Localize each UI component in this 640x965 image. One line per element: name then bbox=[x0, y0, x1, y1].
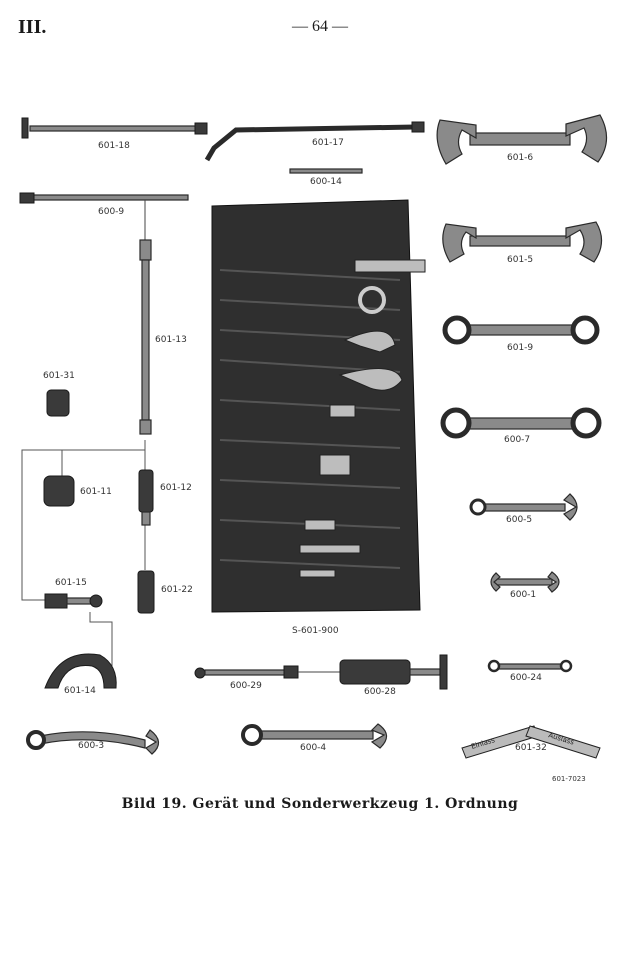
feeler-label-left: Einlass bbox=[470, 736, 496, 751]
label-601-9: 601-9 bbox=[507, 343, 534, 353]
tool-600-7 bbox=[443, 410, 599, 436]
label-600-7: 600-7 bbox=[504, 435, 531, 445]
label-600-9: 600-9 bbox=[98, 207, 125, 217]
tool-600-24 bbox=[489, 661, 571, 671]
label-601-32: 601-32 bbox=[515, 743, 547, 753]
label-601-13: 601-13 bbox=[155, 335, 187, 345]
label-601-31: 601-31 bbox=[43, 371, 75, 381]
label-601-18: 601-18 bbox=[98, 141, 130, 151]
figure-caption: Bild 19. Gerät und Sonderwerkzeug 1. Ordnung bbox=[121, 796, 519, 812]
label-601-17: 601-17 bbox=[312, 138, 344, 148]
tool-600-9 bbox=[20, 193, 188, 203]
figure-reference: 601-7023 bbox=[552, 775, 586, 783]
tool-601-13 bbox=[140, 200, 151, 434]
label-601-11: 601-11 bbox=[80, 487, 112, 497]
connector-line bbox=[22, 440, 145, 600]
label-601-12: 601-12 bbox=[160, 483, 192, 493]
label-600-24: 600-24 bbox=[510, 673, 542, 683]
tool-601-32 bbox=[462, 726, 600, 758]
label-601-6: 601-6 bbox=[507, 153, 534, 163]
tool-roll-s-601-900 bbox=[212, 200, 425, 612]
label-601-15: 601-15 bbox=[55, 578, 87, 588]
label-601-14: 601-14 bbox=[64, 686, 96, 696]
tool-600-28 bbox=[340, 655, 447, 689]
chapter-number: III. bbox=[18, 16, 47, 38]
tool-601-15 bbox=[45, 594, 102, 608]
label-600-14: 600-14 bbox=[310, 177, 342, 187]
tool-601-18 bbox=[22, 118, 207, 138]
tool-600-29 bbox=[195, 666, 298, 678]
tool-601-12 bbox=[139, 470, 153, 525]
label-600-5: 600-5 bbox=[506, 515, 533, 525]
label-601-22: 601-22 bbox=[161, 585, 193, 595]
tool-600-14 bbox=[290, 169, 362, 173]
tool-601-11 bbox=[44, 476, 74, 506]
tool-601-22 bbox=[138, 571, 154, 613]
label-s-601-900: S-601-900 bbox=[292, 626, 339, 636]
page-number: — 64 — bbox=[292, 18, 348, 35]
label-600-3: 600-3 bbox=[78, 741, 105, 751]
tool-601-14 bbox=[45, 654, 116, 688]
tool-601-9 bbox=[445, 318, 597, 342]
tool-600-1 bbox=[491, 572, 559, 592]
label-600-28: 600-28 bbox=[364, 687, 396, 697]
label-600-1: 600-1 bbox=[510, 590, 537, 600]
label-600-4: 600-4 bbox=[300, 743, 327, 753]
tool-601-31 bbox=[47, 390, 69, 416]
label-600-29: 600-29 bbox=[230, 681, 262, 691]
label-601-5: 601-5 bbox=[507, 255, 534, 265]
feeler-label-right: Auslass bbox=[547, 731, 576, 747]
